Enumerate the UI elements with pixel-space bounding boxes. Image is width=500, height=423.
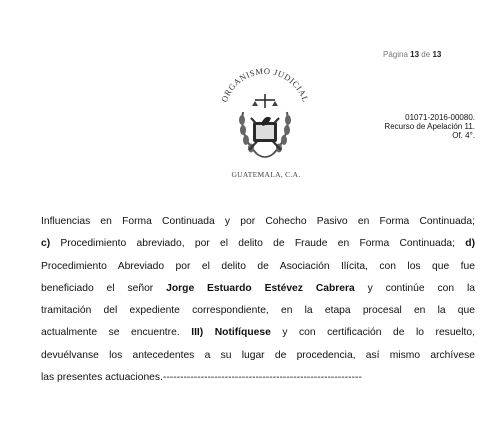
resolution-body <box>41 211 475 389</box>
body-line-3: Procedimiento Abreviado por el delito de Asociación Ilícita, con los que fue <box>41 260 475 272</box>
page-separator: de <box>421 50 431 59</box>
page-prefix: Página <box>383 50 408 59</box>
body-line-6-end: y con certificación de lo resuelto, <box>270 327 476 339</box>
judicial-emblem <box>213 58 317 170</box>
body-line-6 <box>41 322 475 344</box>
body-line-2 <box>41 233 475 255</box>
beneficiary-name: Jorge Estuardo Estévez Cabrera <box>166 282 355 294</box>
emblem-caption: GUATEMALA, C.A. <box>231 170 301 179</box>
body-line-4-start: beneficiado el señor <box>41 282 167 294</box>
body-line-4 <box>41 278 475 300</box>
page-current: 13 <box>410 50 420 59</box>
scales-of-justice <box>252 94 278 108</box>
body-line-7: devuélvanse los antecedentes a su lugar de procedencia, así mismo archívese <box>41 349 475 361</box>
page-total: 13 <box>432 50 442 59</box>
page-counter <box>383 50 441 59</box>
emblem-arc-text: ORGANISMO JUDICIAL <box>218 65 312 104</box>
body-line-8: las presentes actuaciones.---------------------------------------------------------- <box>41 372 362 384</box>
scroll-and-quetzal <box>253 117 277 142</box>
notification-order: III) Notifíquese <box>191 327 271 339</box>
body-line-6-start: actualmente se encuentre. <box>41 327 192 339</box>
body-line-1: Influencias en Forma Continuada y por Cohecho Pasivo en Forma Continuada; <box>41 216 475 227</box>
wreath-ribbon <box>257 154 273 157</box>
item-c-marker: c) <box>41 238 51 250</box>
office-reference: Of. 4°. <box>452 131 475 140</box>
body-line-4-end: y continúe con la <box>354 282 476 294</box>
body-line-2-text: Procedimiento abreviado, por el delito de Fraude en Forma Continuada; <box>50 238 466 250</box>
case-number: 01071-2016-00080. <box>405 113 475 122</box>
body-line-5: tramitación del expediente correspondiente, en la etapa procesal en la que <box>41 305 475 317</box>
item-d-marker: d) <box>465 238 475 250</box>
case-reference <box>384 113 475 140</box>
appeal-reference: Recurso de Apelación 11. <box>384 122 475 131</box>
